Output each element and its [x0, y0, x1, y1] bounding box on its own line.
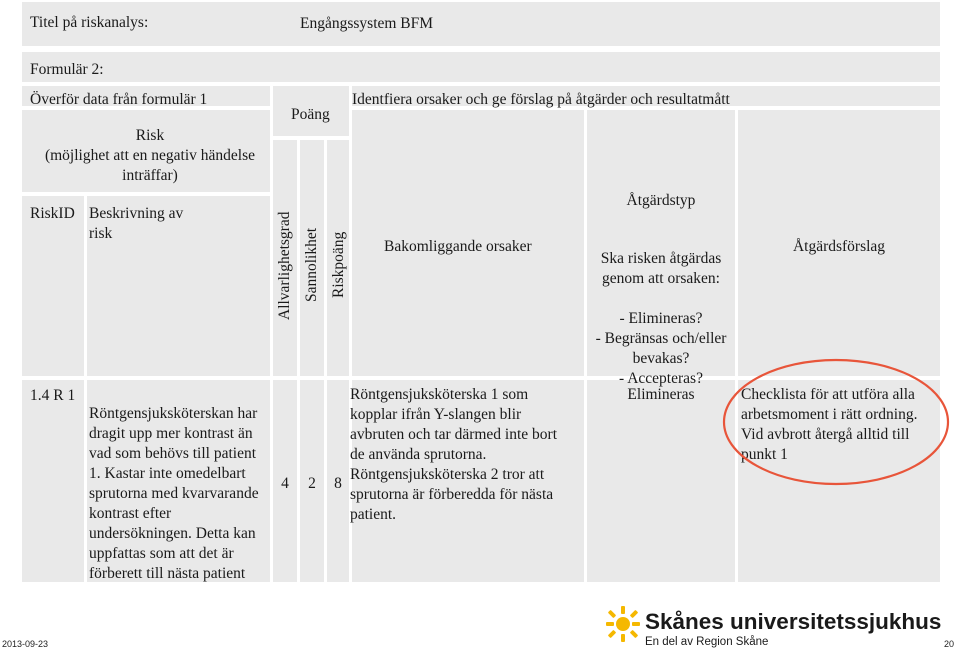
row-description-line: kontrast efter [89, 505, 172, 522]
row-description-line: dragit upp mer kontrast än [89, 425, 253, 442]
footer-date: 2013-09-23 [2, 639, 49, 649]
row-causes-line: de använda sprutorna. [350, 446, 487, 463]
proposals-header: Åtgärdsförslag [792, 238, 886, 255]
description-header-line: risk [89, 225, 113, 242]
row-causes-line: Röntgensjuksköterska 1 som [350, 386, 529, 403]
analysis-title-label: Titel på riskanalys: [30, 14, 149, 31]
page-number: 20 [944, 639, 955, 649]
riskscore-header: Riskpoäng [330, 231, 347, 298]
row-riskscore: 8 [334, 475, 342, 492]
section-left-title: Överför data från formulär 1 [30, 91, 208, 108]
action-option: bevakas? [632, 350, 690, 367]
action-question [587, 249, 735, 289]
risk-header-line: Risk [135, 127, 165, 144]
action-option: - Accepteras? [619, 370, 703, 387]
section-right-title: Identfiera orsaker och ge förslag på åtgärder och resultatmått [352, 91, 730, 108]
risk-header-line: inträffar) [122, 167, 178, 184]
row-description-line: 1. Kastar inte omedelbart [89, 465, 246, 482]
action-type-header: Åtgärdstyp [626, 192, 696, 209]
causes-header: Bakomliggande orsaker [384, 238, 532, 255]
riskid-header: RiskID [30, 205, 75, 222]
row-proposal-line: arbetsmoment i rätt ordning. [741, 406, 918, 423]
row-causes-line: avbruten och tar därmed inte bort [350, 426, 558, 443]
row-description-line: vad som behövs till patient [89, 445, 257, 462]
row-description [89, 404, 259, 584]
row-action: Elimineras [627, 386, 695, 403]
action-question-line: Ska risken åtgärdas [600, 250, 722, 267]
row-description-line: sprutorna med kvarvarande [89, 485, 259, 502]
row-proposal-line: Vid avbrott återgå alltid till [741, 426, 910, 443]
row-description-line: förberett till nästa patient [89, 565, 246, 582]
severity-header: Allvarlighetsgrad [276, 211, 293, 320]
row-riskid: 1.4 R 1 [30, 387, 76, 404]
hospital-logo-sub: En del av Region Skåne [645, 636, 769, 648]
hospital-logo-name: Skånes universitetssjukhus [645, 609, 942, 634]
action-option: - Begränsas och/eller [595, 330, 727, 347]
riskid-cell-bg [22, 380, 84, 582]
row-causes-line: Röntgensjuksköterska 2 tror att [350, 466, 545, 483]
form-label: Formulär 2: [30, 61, 104, 78]
row-proposal-line: punkt 1 [741, 446, 788, 463]
probability-header: Sannolikhet [303, 227, 320, 302]
points-header: Poäng [291, 106, 330, 123]
action-question-line: genom att orsaken: [602, 270, 720, 287]
risk-header-line: (möjlighet att en negativ händelse [44, 147, 256, 164]
action-options [587, 309, 735, 389]
row-causes-line: patient. [350, 506, 397, 523]
analysis-title-value: Engångssystem BFM [300, 15, 434, 32]
highlight-circle [720, 356, 954, 492]
row-probability: 2 [308, 475, 316, 492]
row-description-line: uppfattas som att det är [89, 545, 234, 562]
row-description-line: Röntgensjuksköterskan har [89, 405, 258, 422]
row-description-line: undersökningen. Detta kan [89, 525, 256, 542]
action-cell-bg [587, 380, 735, 582]
row-causes [350, 385, 557, 525]
risk-header [40, 126, 260, 186]
row-severity: 4 [281, 475, 289, 492]
form-row-bg [22, 52, 940, 82]
description-header [89, 204, 183, 244]
row-causes-line: kopplar ifrån Y-slangen blir [350, 406, 522, 423]
row-causes-line: sprutorna är förberedda för nästa [350, 486, 554, 503]
row-proposal-line: Checklista för att utföra alla [741, 386, 915, 403]
sun-logo-icon [606, 604, 640, 644]
title-row-bg [22, 2, 940, 46]
action-option: - Elimineras? [619, 310, 703, 327]
description-header-line: Beskrivning av [89, 205, 184, 222]
